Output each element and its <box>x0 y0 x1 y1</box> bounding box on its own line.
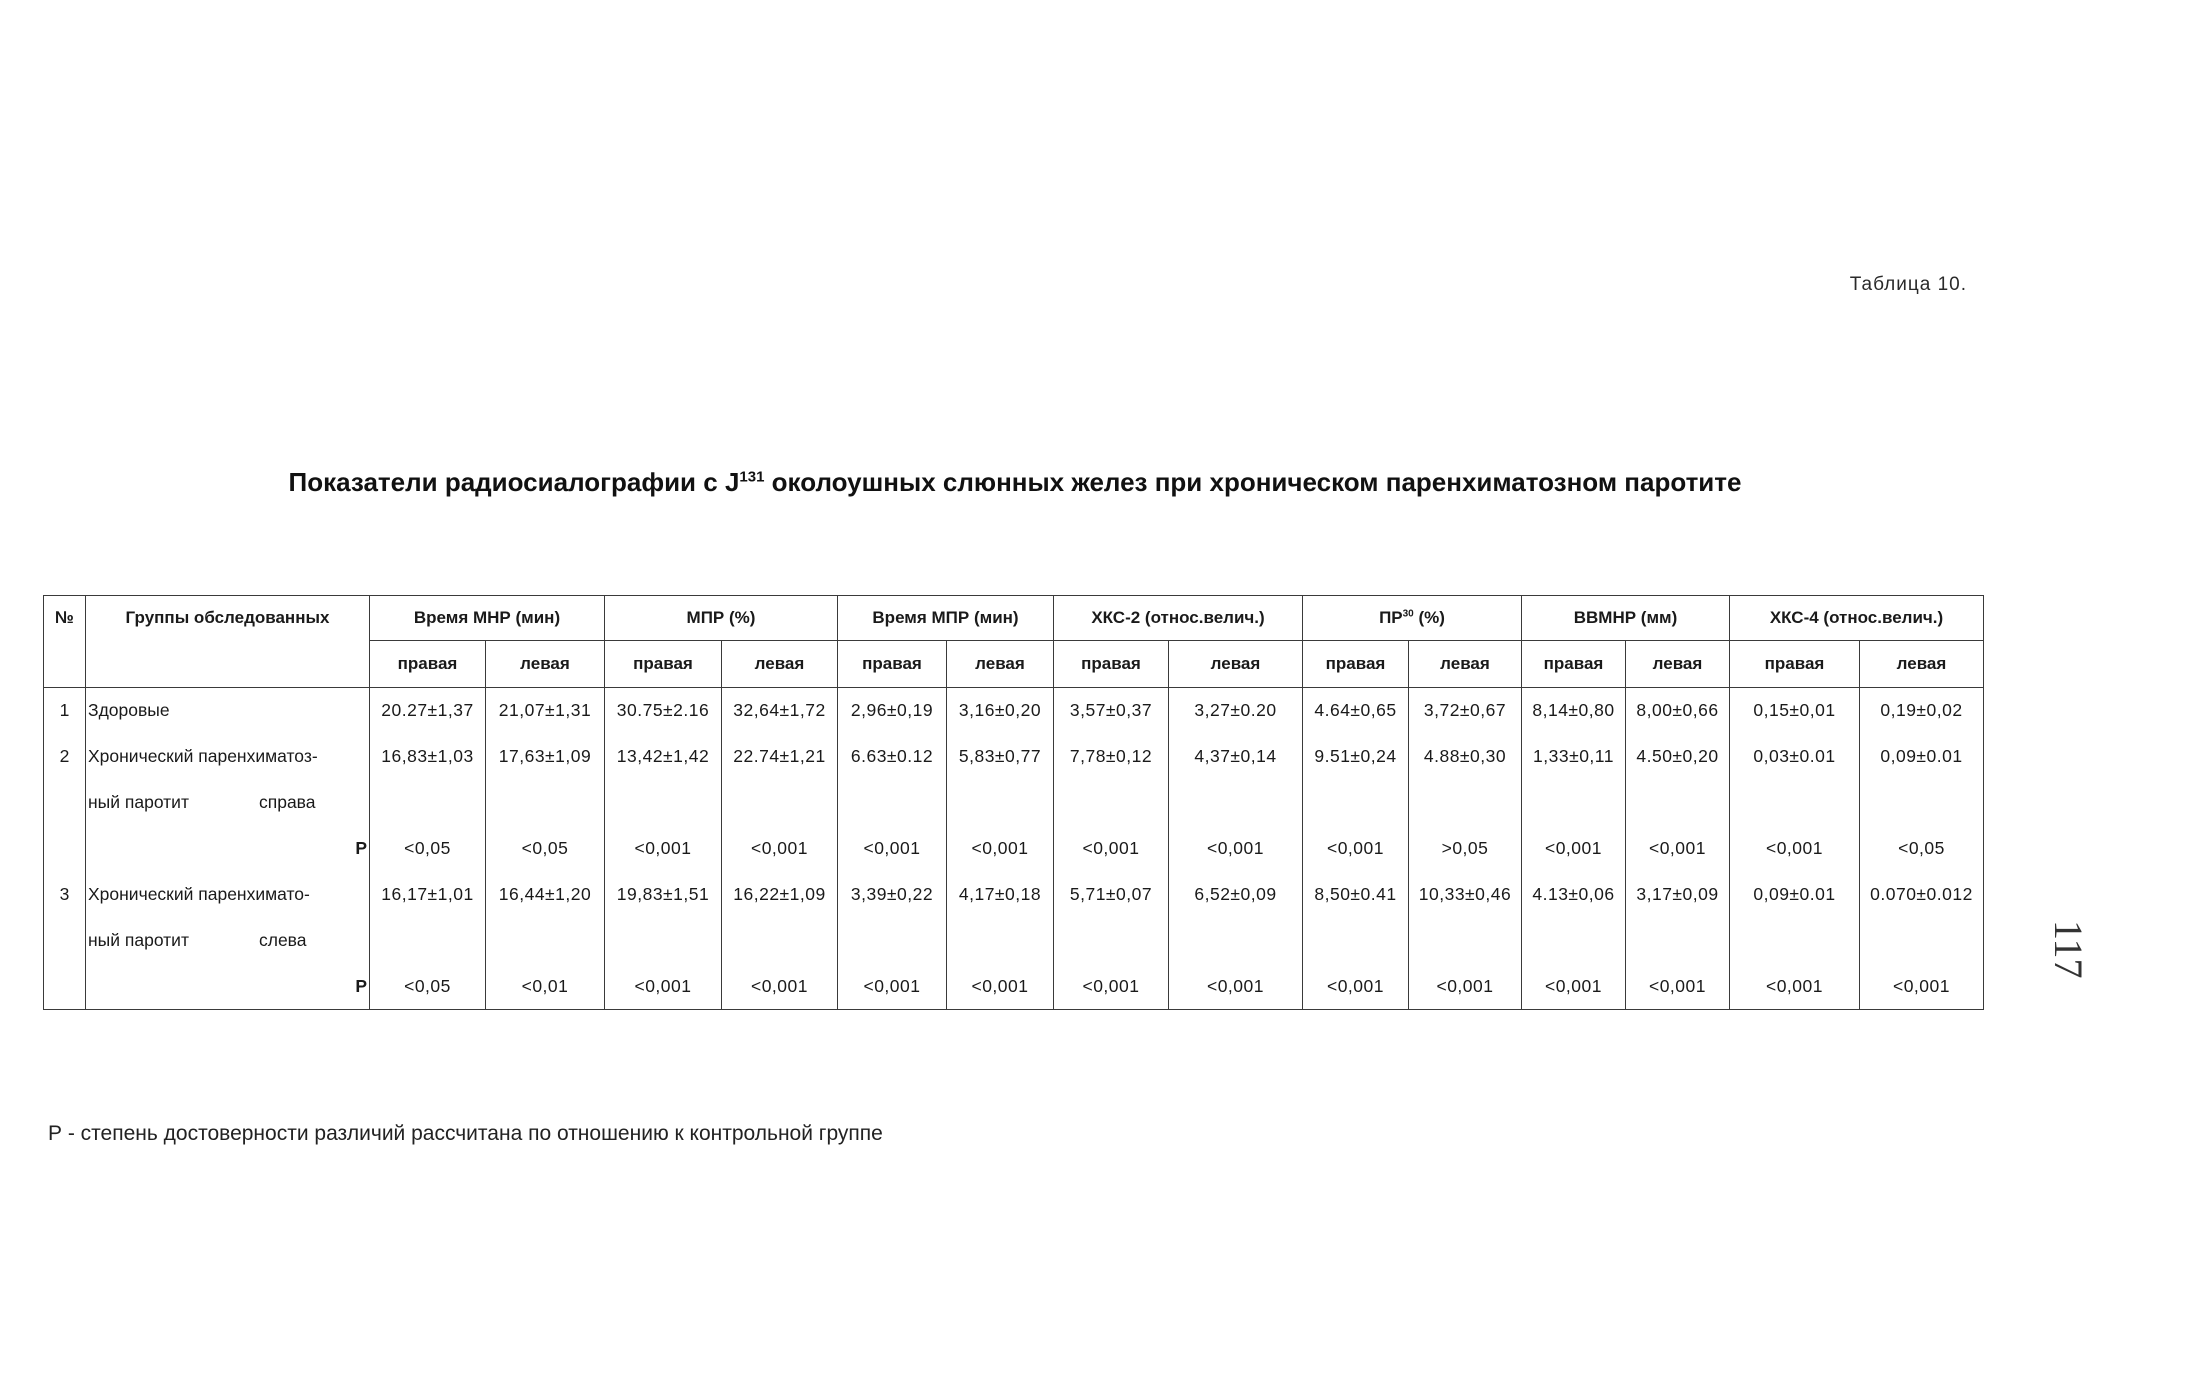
empty-cell <box>1522 918 1626 964</box>
table-cell: 0,03±0.01 <box>1730 734 1860 780</box>
table-cell: 4,37±0,14 <box>1169 734 1303 780</box>
p-cell: <0,001 <box>838 964 947 1010</box>
header-row-groups <box>44 596 1984 641</box>
empty-cell <box>1409 918 1522 964</box>
empty-cell <box>370 780 486 826</box>
p-cell: <0,001 <box>1860 964 1984 1010</box>
table-cell: 6.63±0.12 <box>838 734 947 780</box>
pr-suffix: (%) <box>1413 608 1445 627</box>
row-group-cont <box>86 918 370 964</box>
empty-cell <box>44 964 86 1010</box>
empty-cell <box>44 826 86 872</box>
table-cell: 30.75±2.16 <box>605 688 722 734</box>
table-cell: 0,15±0,01 <box>1730 688 1860 734</box>
table-cell: 2,96±0,19 <box>838 688 947 734</box>
table-cell: 4.88±0,30 <box>1409 734 1522 780</box>
row-group: Хронический паренхимато- <box>86 872 370 918</box>
p-cell: <0,001 <box>722 826 838 872</box>
col-header-right: правая <box>605 641 722 688</box>
pr-superscript: 30 <box>1402 608 1414 620</box>
row-group: Хронический паренхиматоз- <box>86 734 370 780</box>
table-cell: 17,63±1,09 <box>486 734 605 780</box>
table-cell: 16,17±1,01 <box>370 872 486 918</box>
empty-cell <box>44 780 86 826</box>
table-cell: 3,39±0,22 <box>838 872 947 918</box>
title-text: Показатели радиосиалографии с J <box>288 467 740 497</box>
empty-cell <box>370 918 486 964</box>
col-header-groups: Группы обследованных <box>86 596 370 688</box>
empty-cell <box>1054 918 1169 964</box>
empty-cell <box>1730 780 1860 826</box>
empty-cell <box>1409 780 1522 826</box>
empty-cell <box>947 780 1054 826</box>
row-group-line2: ный паротит <box>88 792 189 812</box>
table-row-healthy <box>44 688 1984 734</box>
p-cell: <0,001 <box>1054 826 1169 872</box>
table-cell: 32,64±1,72 <box>722 688 838 734</box>
row-group: Здоровые <box>86 688 370 734</box>
p-cell: <0,001 <box>1522 964 1626 1010</box>
p-cell: <0,001 <box>1303 964 1409 1010</box>
col-header-left: левая <box>486 641 605 688</box>
empty-cell <box>1169 918 1303 964</box>
p-cell: <0,001 <box>838 826 947 872</box>
row-group-cont <box>86 780 370 826</box>
empty-cell <box>722 780 838 826</box>
table-cell: 3,57±0,37 <box>1054 688 1169 734</box>
p-cell: <0,001 <box>1730 826 1860 872</box>
table-cell: 8,00±0,66 <box>1626 688 1730 734</box>
title-superscript: 131 <box>739 468 765 486</box>
table-row-p-left <box>44 964 1984 1010</box>
table-cell: 8,50±0.41 <box>1303 872 1409 918</box>
p-cell: <0,05 <box>370 964 486 1010</box>
p-cell: <0,001 <box>1409 964 1522 1010</box>
table-cell: 0.070±0.012 <box>1860 872 1984 918</box>
p-cell: <0,001 <box>1522 826 1626 872</box>
table-cell: 16,44±1,20 <box>486 872 605 918</box>
empty-cell <box>838 780 947 826</box>
page-number: 117 <box>2046 920 2091 979</box>
col-header-right: правая <box>1730 641 1860 688</box>
table-row-chronic-left <box>44 872 1984 918</box>
table-cell: 5,71±0,07 <box>1054 872 1169 918</box>
table-cell: 13,42±1,42 <box>605 734 722 780</box>
table-cell: 3,27±0.20 <box>1169 688 1303 734</box>
row-number: 2 <box>44 734 86 780</box>
table-cell: 5,83±0,77 <box>947 734 1054 780</box>
table-cell: 21,07±1,31 <box>486 688 605 734</box>
p-cell: <0,001 <box>1303 826 1409 872</box>
table-cell: 7,78±0,12 <box>1054 734 1169 780</box>
empty-cell <box>1054 780 1169 826</box>
p-cell: >0,05 <box>1409 826 1522 872</box>
table-cell: 22.74±1,21 <box>722 734 838 780</box>
empty-cell <box>486 780 605 826</box>
col-header-right: правая <box>1303 641 1409 688</box>
empty-cell <box>1860 780 1984 826</box>
empty-cell <box>1626 780 1730 826</box>
empty-cell <box>486 918 605 964</box>
row-group-line2: ный паротит <box>88 930 189 950</box>
col-header-right: правая <box>1054 641 1169 688</box>
p-cell: <0,05 <box>486 826 605 872</box>
page-title <box>0 467 2030 498</box>
p-cell: <0,001 <box>1054 964 1169 1010</box>
table-cell: 4.13±0,06 <box>1522 872 1626 918</box>
p-cell: <0,001 <box>605 826 722 872</box>
p-cell: <0,001 <box>1169 826 1303 872</box>
p-cell: <0,001 <box>722 964 838 1010</box>
table-cell: 3,17±0,09 <box>1626 872 1730 918</box>
p-cell: <0,001 <box>1626 826 1730 872</box>
table-cell: 10,33±0,46 <box>1409 872 1522 918</box>
empty-cell <box>722 918 838 964</box>
col-header-left: левая <box>722 641 838 688</box>
col-header-left: левая <box>1860 641 1984 688</box>
col-header-pr30 <box>1303 596 1522 641</box>
empty-cell <box>1626 918 1730 964</box>
row-group-side: слева <box>258 930 307 950</box>
table-cell: 0,09±0.01 <box>1860 734 1984 780</box>
col-header-mpr: МПР (%) <box>605 596 838 641</box>
pr-label: ПР <box>1379 608 1403 627</box>
table-row-chronic-left-cont <box>44 918 1984 964</box>
empty-cell <box>838 918 947 964</box>
table-cell: 8,14±0,80 <box>1522 688 1626 734</box>
table-cell: 0,19±0,02 <box>1860 688 1984 734</box>
col-header-left: левая <box>947 641 1054 688</box>
empty-cell <box>947 918 1054 964</box>
empty-cell <box>1522 780 1626 826</box>
p-cell: <0,001 <box>605 964 722 1010</box>
p-cell: <0,001 <box>1169 964 1303 1010</box>
empty-cell <box>605 918 722 964</box>
data-table <box>43 595 1984 1010</box>
table-cell: 0,09±0.01 <box>1730 872 1860 918</box>
table-cell: 3,16±0,20 <box>947 688 1054 734</box>
table-row-chronic-right-cont <box>44 780 1984 826</box>
table-cell: 16,83±1,03 <box>370 734 486 780</box>
p-cell: <0,001 <box>1626 964 1730 1010</box>
table-cell: 4,17±0,18 <box>947 872 1054 918</box>
table-cell: 1,33±0,11 <box>1522 734 1626 780</box>
col-header-left: левая <box>1409 641 1522 688</box>
col-header-right: правая <box>370 641 486 688</box>
col-header-mpr-time: Время МПР (мин) <box>838 596 1054 641</box>
table-cell: 4.64±0,65 <box>1303 688 1409 734</box>
table-cell: 6,52±0,09 <box>1169 872 1303 918</box>
col-header-mnr-time: Время МНР (мин) <box>370 596 605 641</box>
row-number: 3 <box>44 872 86 918</box>
table-cell: 19,83±1,51 <box>605 872 722 918</box>
col-header-right: правая <box>838 641 947 688</box>
p-label: P <box>86 964 370 1010</box>
col-header-right: правая <box>1522 641 1626 688</box>
empty-cell <box>1303 780 1409 826</box>
p-cell: <0,05 <box>1860 826 1984 872</box>
empty-cell <box>1169 780 1303 826</box>
row-group-side: справа <box>258 792 316 812</box>
table-cell: 20.27±1,37 <box>370 688 486 734</box>
empty-cell <box>1860 918 1984 964</box>
col-header-vvmnr: ВВМНР (мм) <box>1522 596 1730 641</box>
p-cell: <0,001 <box>947 964 1054 1010</box>
footnote: Р - степень достоверности различий рассчитана по отношению к контрольной группе <box>48 1122 883 1145</box>
table-row-p-right <box>44 826 1984 872</box>
empty-cell <box>1303 918 1409 964</box>
table-cell: 3,72±0,67 <box>1409 688 1522 734</box>
col-header-left: левая <box>1626 641 1730 688</box>
empty-cell <box>44 918 86 964</box>
p-cell: <0,001 <box>1730 964 1860 1010</box>
col-header-left: левая <box>1169 641 1303 688</box>
table-caption: Таблица 10. <box>1849 274 1967 295</box>
empty-cell <box>1730 918 1860 964</box>
col-header-xks4: ХКС-4 (относ.велич.) <box>1730 596 1984 641</box>
empty-cell <box>605 780 722 826</box>
col-header-xks2: ХКС-2 (относ.велич.) <box>1054 596 1303 641</box>
p-cell: <0,001 <box>947 826 1054 872</box>
row-number: 1 <box>44 688 86 734</box>
p-label: P <box>86 826 370 872</box>
table-cell: 16,22±1,09 <box>722 872 838 918</box>
title-text-end: околоушных слюнных желез при хроническом паренхиматозном паротите <box>764 467 1742 497</box>
p-cell: <0,01 <box>486 964 605 1010</box>
p-cell: <0,05 <box>370 826 486 872</box>
table-row-chronic-right <box>44 734 1984 780</box>
col-header-number: № <box>44 596 86 688</box>
table-cell: 4.50±0,20 <box>1626 734 1730 780</box>
table-cell: 9.51±0,24 <box>1303 734 1409 780</box>
